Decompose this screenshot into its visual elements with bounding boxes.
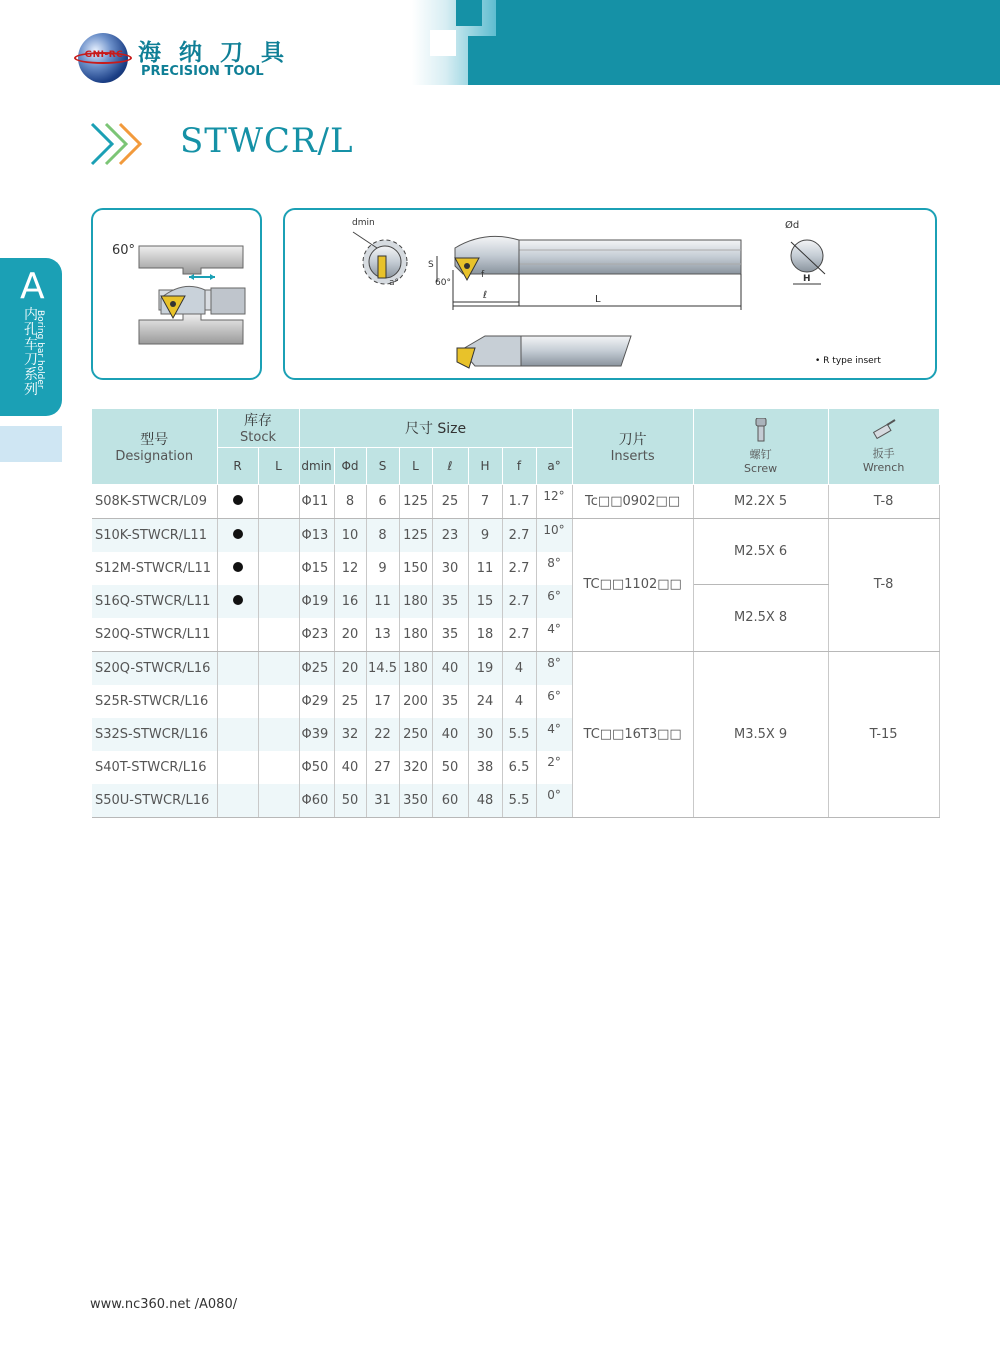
insert-cell: TC□□1102□□ (572, 518, 693, 651)
size-cell-dmin: Φ11 (299, 484, 334, 518)
stock-l-cell (258, 751, 299, 784)
wrench-cell: T-8 (828, 518, 939, 651)
in-stock-dot-icon (233, 595, 243, 605)
workpiece-drawing (93, 210, 260, 378)
insert-cell: TC□□16T3□□ (572, 651, 693, 817)
stock-r-cell (217, 552, 258, 585)
size-cell-L: 180 (399, 651, 432, 685)
size-cell-d: 12 (334, 552, 366, 585)
stock-r-cell (217, 618, 258, 652)
stock-l-cell (258, 552, 299, 585)
f-label: f (481, 270, 485, 280)
size-cell-dmin: Φ23 (299, 618, 334, 652)
size-cell-s: 6 (366, 484, 399, 518)
sub-header-l: L (258, 447, 299, 484)
size-cell-a: 4° (536, 618, 572, 652)
brand-name-en: PRECISION TOOL (141, 64, 264, 79)
sub-header-h: H (468, 447, 502, 484)
screw-cell: M2.5X 6 (693, 518, 828, 585)
table-row (92, 585, 939, 618)
sub-header-dmin: dmin (299, 447, 334, 484)
s-label: S (428, 260, 434, 270)
size-cell-a: 6° (536, 685, 572, 718)
size-cell-f: 5.5 (502, 718, 536, 751)
size-cell-dmin: Φ50 (299, 751, 334, 784)
size-cell-f: 2.7 (502, 518, 536, 552)
designation-cell: S40T-STWCR/L16 (92, 751, 217, 784)
brand-name-cn: 海 纳 刀 具 (138, 40, 290, 66)
size-cell-h: 38 (468, 751, 502, 784)
size-cell-s: 13 (366, 618, 399, 652)
size-cell-s: 31 (366, 784, 399, 818)
size-cell-d: 40 (334, 751, 366, 784)
size-cell-f: 2.7 (502, 618, 536, 652)
size-cell-a: 0° (536, 784, 572, 818)
size-cell-h: 48 (468, 784, 502, 818)
size-cell-dmin: Φ60 (299, 784, 334, 818)
section-tab-block (0, 426, 62, 462)
stock-r-cell (217, 518, 258, 552)
sub-header-l-small: ℓ (432, 447, 468, 484)
size-cell-h: 9 (468, 518, 502, 552)
header-band (496, 0, 1000, 85)
size-cell-d: 8 (334, 484, 366, 518)
stock-l-cell (258, 784, 299, 818)
size-cell-dmin: Φ39 (299, 718, 334, 751)
screw-header: 螺钉 Screw (693, 409, 828, 484)
sixty-label: 60° (435, 278, 451, 288)
size-cell-d: 20 (334, 651, 366, 685)
designation-cell: S25R-STWCR/L16 (92, 685, 217, 718)
size-cell-l: 35 (432, 685, 468, 718)
size-cell-f: 6.5 (502, 751, 536, 784)
designation-cell: S20Q-STWCR/L11 (92, 618, 217, 652)
size-cell-s: 14.5 (366, 651, 399, 685)
size-cell-h: 30 (468, 718, 502, 751)
size-cell-L: 125 (399, 484, 432, 518)
stock-r-cell (217, 484, 258, 518)
stock-l-cell (258, 651, 299, 685)
size-cell-h: 24 (468, 685, 502, 718)
screw-cell: M3.5X 9 (693, 651, 828, 817)
wrench-icon (871, 419, 897, 441)
size-cell-h: 7 (468, 484, 502, 518)
size-cell-h: 11 (468, 552, 502, 585)
size-cell-l: 35 (432, 585, 468, 618)
size-cell-l: 35 (432, 618, 468, 652)
stock-l-cell (258, 618, 299, 652)
table-row (92, 518, 939, 552)
stock-r-cell (217, 585, 258, 618)
size-cell-a: 10° (536, 518, 572, 552)
size-cell-h: 15 (468, 585, 502, 618)
size-cell-s: 27 (366, 751, 399, 784)
size-cell-f: 2.7 (502, 552, 536, 585)
size-cell-L: 180 (399, 585, 432, 618)
size-cell-dmin: Φ13 (299, 518, 334, 552)
insert-angle-diagram (91, 208, 262, 380)
size-cell-L: 350 (399, 784, 432, 818)
table-row (92, 484, 939, 518)
in-stock-dot-icon (233, 529, 243, 539)
size-cell-f: 4 (502, 685, 536, 718)
l-small-label: ℓ (483, 290, 488, 301)
sub-header-f: f (502, 447, 536, 484)
size-cell-a: 8° (536, 651, 572, 685)
stock-l-cell (258, 484, 299, 518)
size-cell-s: 22 (366, 718, 399, 751)
size-cell-s: 8 (366, 518, 399, 552)
size-cell-L: 180 (399, 618, 432, 652)
size-cell-f: 1.7 (502, 484, 536, 518)
stock-l-cell (258, 718, 299, 751)
size-cell-dmin: Φ29 (299, 685, 334, 718)
stock-r-cell (217, 651, 258, 685)
size-cell-f: 2.7 (502, 585, 536, 618)
size-cell-s: 9 (366, 552, 399, 585)
size-cell-h: 19 (468, 651, 502, 685)
size-cell-d: 50 (334, 784, 366, 818)
size-cell-dmin: Φ25 (299, 651, 334, 685)
size-cell-a: 6° (536, 585, 572, 618)
size-cell-l: 50 (432, 751, 468, 784)
boring-bar-drawing (285, 210, 935, 378)
designation-cell: S16Q-STWCR/L11 (92, 585, 217, 618)
size-cell-f: 4 (502, 651, 536, 685)
sub-header-s: S (366, 447, 399, 484)
angle-label: 60° (112, 243, 136, 258)
size-header: 尺寸 Size (299, 409, 572, 447)
screw-cell: M2.2X 5 (693, 484, 828, 518)
insert-cell: Tc□□0902□□ (572, 484, 693, 518)
page-title: STWCR/L (180, 121, 354, 161)
size-cell-dmin: Φ19 (299, 585, 334, 618)
section-letter: A (20, 266, 45, 307)
sub-header-r: R (217, 447, 258, 484)
designation-cell: S08K-STWCR/L09 (92, 484, 217, 518)
size-cell-d: 20 (334, 618, 366, 652)
stock-l-cell (258, 585, 299, 618)
footer-url: www.nc360.net /A080/ (90, 1297, 238, 1312)
size-cell-l: 40 (432, 718, 468, 751)
size-cell-s: 17 (366, 685, 399, 718)
section-label-en: Boring bar holder (35, 310, 45, 389)
stock-l-cell (258, 685, 299, 718)
size-cell-d: 16 (334, 585, 366, 618)
stock-r-cell (217, 751, 258, 784)
section-label-cn: 内孔车刀系列 (24, 307, 38, 398)
wrench-header: 扳手 Wrench (828, 409, 939, 484)
size-cell-dmin: Φ15 (299, 552, 334, 585)
designation-cell: S10K-STWCR/L11 (92, 518, 217, 552)
size-cell-l: 23 (432, 518, 468, 552)
designation-cell: S12M-STWCR/L11 (92, 552, 217, 585)
size-cell-l: 60 (432, 784, 468, 818)
h-label: H (803, 274, 811, 284)
size-cell-L: 150 (399, 552, 432, 585)
od-label: Ød (785, 220, 800, 231)
size-cell-d: 32 (334, 718, 366, 751)
stock-header: 库存 Stock (217, 409, 299, 447)
sub-header-length: L (399, 447, 432, 484)
size-cell-a: 8° (536, 552, 572, 585)
size-cell-d: 25 (334, 685, 366, 718)
size-cell-L: 200 (399, 685, 432, 718)
sub-header-alpha: a° (536, 447, 572, 484)
wrench-cell: T-8 (828, 484, 939, 518)
wrench-cell: T-15 (828, 651, 939, 817)
size-cell-h: 18 (468, 618, 502, 652)
header-decoration (412, 0, 496, 85)
designation-cell: S20Q-STWCR/L16 (92, 651, 217, 685)
stock-r-cell (217, 784, 258, 818)
in-stock-dot-icon (233, 495, 243, 505)
designation-cell: S50U-STWCR/L16 (92, 784, 217, 818)
in-stock-dot-icon (233, 562, 243, 572)
screw-icon (753, 418, 769, 442)
screw-cell: M2.5X 8 (693, 585, 828, 652)
stock-l-cell (258, 518, 299, 552)
size-cell-l: 40 (432, 651, 468, 685)
size-cell-L: 320 (399, 751, 432, 784)
size-cell-a: 2° (536, 751, 572, 784)
l-length-label: L (595, 294, 601, 305)
size-cell-L: 125 (399, 518, 432, 552)
size-cell-a: 12° (536, 484, 572, 518)
table-row (92, 651, 939, 685)
size-cell-a: 4° (536, 718, 572, 751)
sub-header-d: Φd (334, 447, 366, 484)
size-cell-l: 30 (432, 552, 468, 585)
size-cell-l: 25 (432, 484, 468, 518)
insert-note: • R type insert (815, 356, 881, 366)
inserts-header: 刀片 Inserts (572, 409, 693, 484)
size-cell-L: 250 (399, 718, 432, 751)
designation-header: 型号 Designation (92, 409, 217, 484)
designation-cell: S32S-STWCR/L16 (92, 718, 217, 751)
stock-r-cell (217, 685, 258, 718)
stock-r-cell (217, 718, 258, 751)
size-cell-s: 11 (366, 585, 399, 618)
spec-table (92, 409, 940, 818)
alpha-label: a° (389, 278, 400, 288)
chevrons-icon (88, 120, 150, 172)
dmin-label: dmin (352, 218, 375, 228)
logo-text: GNI-RC (84, 50, 124, 60)
size-cell-f: 5.5 (502, 784, 536, 818)
size-cell-d: 10 (334, 518, 366, 552)
boring-bar-diagram (283, 208, 937, 380)
